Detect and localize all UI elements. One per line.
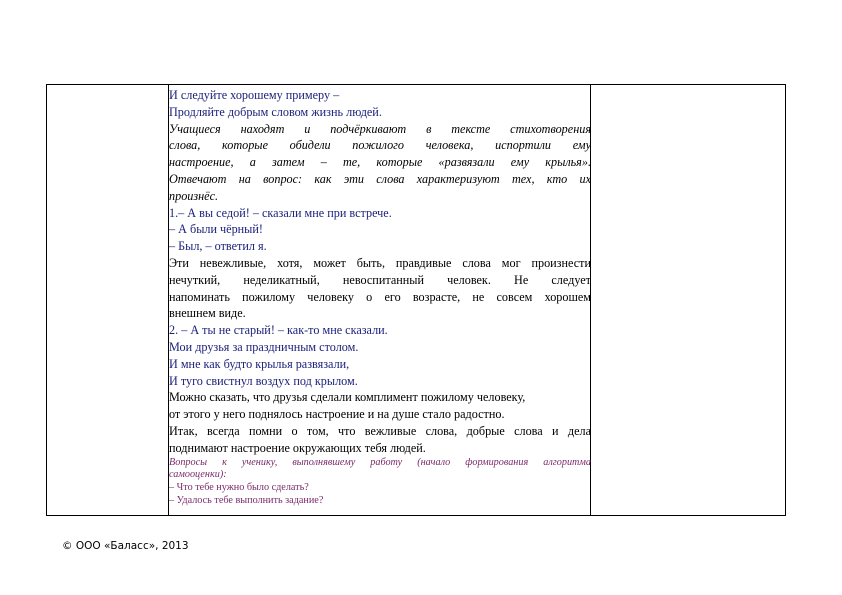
copyright-footer: © ООО «Баласс», 2013 (62, 540, 189, 552)
poem-line: – А были чёрный! (169, 222, 263, 237)
explanation-line: поднимают настроение окружающих тебя людей. (169, 440, 426, 455)
poem-line: И следуйте хорошему примеру – (169, 88, 340, 102)
poem-line: Продляйте добрым словом жизнь людей. (169, 104, 382, 119)
explanation-line: нечуткий, неделикатный, невоспитанный человек. Не следует (169, 272, 591, 287)
task-text-line: произнёс. (169, 188, 219, 203)
lesson-content-cell (169, 87, 591, 508)
poem-line: И туго свистнул воздух под крылом. (169, 373, 358, 388)
question-line: – Что тебе нужно было сделать? (169, 482, 309, 494)
poem-line: – Был, – ответил я. (169, 239, 267, 254)
questions-heading-line: Вопросы к ученику, выполнявшему работу (начало формирования алгоритма (169, 456, 591, 468)
task-text-line: Учащиеся находят и подчёркивают в тексте стихотворения (169, 121, 591, 136)
explanation-line: Эти невежливые, хотя, может быть, правдивые слова мог произнести (169, 255, 591, 270)
poem-line: Мои друзья за праздничным столом. (169, 339, 359, 354)
poem-line: 2. – А ты не старый! – как-то мне сказали. (169, 323, 388, 338)
poem-line: И мне как будто крылья развязали, (169, 356, 350, 371)
task-text-line: настроение, а затем – те, которые «развязали ему крылья». (169, 155, 591, 170)
task-text-line: Отвечают на вопрос: как эти слова характеризуют тех, кто их (169, 171, 591, 186)
questions-heading-line: самооценки): (169, 469, 227, 481)
explanation-line: от этого у него поднялось настроение и на душе стало радостно. (169, 407, 505, 422)
poem-line: 1.– А вы седой! – сказали мне при встрече. (169, 205, 392, 220)
explanation-line: внешнем виде. (169, 306, 246, 321)
explanation-line: напоминать пожилому человеку о его возрасте, не совсем хорошем (169, 289, 591, 304)
explanation-line: Итак, всегда помни о том, что вежливые слова, добрые слова и дела (169, 423, 591, 438)
lesson-table (46, 84, 786, 516)
explanation-line: Можно сказать, что друзья сделали комплимент пожилому человеку, (169, 390, 526, 405)
task-text-line: слова, которые обидели пожилого человека, испортили ему (169, 138, 591, 153)
question-line: – Удалось тебе выполнить задание? (169, 494, 324, 506)
